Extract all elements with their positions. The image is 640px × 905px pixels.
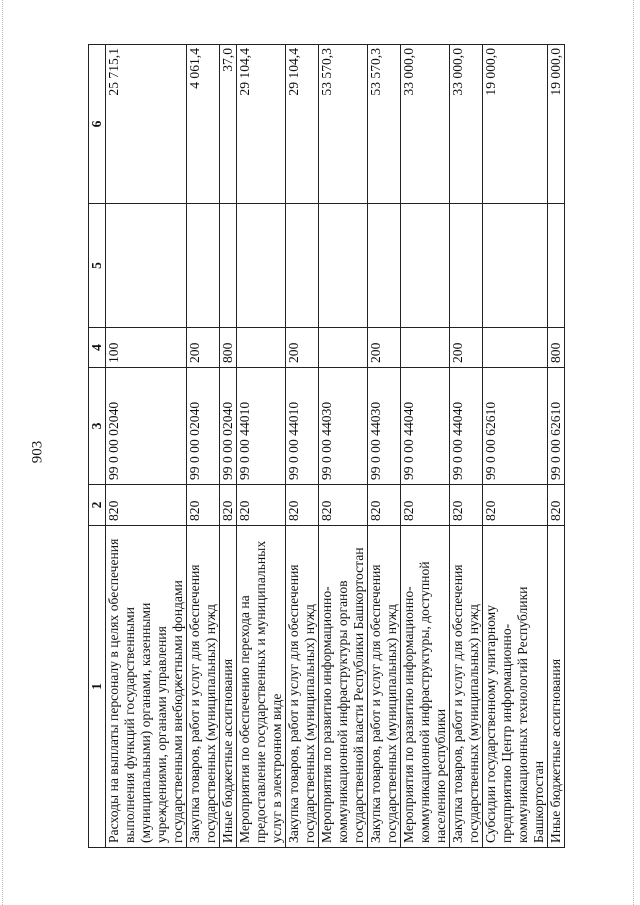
header-col-6: 6	[89, 45, 106, 204]
row-target-code-cell: 99 0 00 62610	[548, 368, 565, 485]
row-expense-type-cell	[401, 328, 450, 368]
table-row	[319, 45, 368, 848]
table-row	[401, 45, 450, 848]
row-ministry-cell: 820	[401, 485, 450, 526]
row-expense-type-cell: 200	[450, 328, 483, 368]
row-target-code-cell: 99 0 00 44040	[401, 368, 450, 485]
table-row	[483, 45, 548, 848]
row-name-cell: Иные бюджетные ассигнования	[220, 526, 237, 848]
row-target-code-cell: 99 0 00 02040	[106, 368, 187, 485]
header-col-5: 5	[89, 204, 106, 328]
row-amount-cell: 53 570,3	[319, 45, 368, 204]
row-ministry-cell: 820	[286, 485, 319, 526]
row-target-code-cell: 99 0 00 62610	[483, 368, 548, 485]
row-name-cell: Субсидии государственному унитарному предприятию Центр информационно-коммуникационных технологий Республики Башкортостан	[483, 526, 548, 848]
table-row	[286, 45, 319, 848]
row-col5-cell	[106, 204, 187, 328]
row-expense-type-cell	[483, 328, 548, 368]
budget-table	[88, 44, 565, 848]
row-name-cell: Закупка товаров, работ и услуг для обеспечения государственных (муниципальных) нужд	[368, 526, 401, 848]
row-col5-cell	[237, 204, 286, 328]
row-target-code-cell: 99 0 00 44010	[286, 368, 319, 485]
row-ministry-cell: 820	[187, 485, 220, 526]
row-ministry-cell: 820	[220, 485, 237, 526]
right-page-edge	[633, 0, 634, 905]
row-ministry-cell: 820	[548, 485, 565, 526]
header-col-1: 1	[89, 526, 106, 848]
table-header-row	[89, 45, 106, 848]
page-number: 903	[29, 440, 46, 464]
row-name-cell: Мероприятия по обеспечению перехода на предоставление государственных и муниципальных услуг в электронном виде	[237, 526, 286, 848]
row-amount-cell: 29 104,4	[286, 45, 319, 204]
row-col5-cell	[368, 204, 401, 328]
row-target-code-cell: 99 0 00 44030	[319, 368, 368, 485]
row-target-code-cell: 99 0 00 44030	[368, 368, 401, 485]
row-col5-cell	[401, 204, 450, 328]
table-row	[187, 45, 220, 848]
row-amount-cell: 33 000,0	[450, 45, 483, 204]
row-name-cell: Закупка товаров, работ и услуг для обеспечения государственных (муниципальных) нужд	[450, 526, 483, 848]
row-col5-cell	[187, 204, 220, 328]
row-col5-cell	[220, 204, 237, 328]
row-expense-type-cell: 800	[220, 328, 237, 368]
row-expense-type-cell	[319, 328, 368, 368]
row-amount-cell: 4 061,4	[187, 45, 220, 204]
header-col-3: 3	[89, 368, 106, 485]
row-name-cell: Мероприятия по развитию информационно-коммуникационной инфраструктуры органов государственной власти Республики Башкортостан	[319, 526, 368, 848]
table-row	[237, 45, 286, 848]
row-name-cell: Расходы на выплаты персоналу в целях обеспечения выполнения функций государственными (муниципальными) органами, казенными учреждениями, органами управления государственными внебюджетными фондами	[106, 526, 187, 848]
row-expense-type-cell: 200	[286, 328, 319, 368]
row-ministry-cell: 820	[368, 485, 401, 526]
table-row	[220, 45, 237, 848]
row-amount-cell: 53 570,3	[368, 45, 401, 204]
left-page-edge	[2, 0, 3, 905]
row-ministry-cell: 820	[106, 485, 187, 526]
rotated-table-container	[88, 45, 565, 848]
row-target-code-cell: 99 0 00 44010	[237, 368, 286, 485]
row-ministry-cell: 820	[483, 485, 548, 526]
row-name-cell: Иные бюджетные ассигнования	[548, 526, 565, 848]
row-ministry-cell: 820	[319, 485, 368, 526]
row-name-cell: Закупка товаров, работ и услуг для обеспечения государственных (муниципальных) нужд	[187, 526, 220, 848]
row-col5-cell	[450, 204, 483, 328]
table-body	[106, 45, 565, 848]
row-name-cell: Мероприятия по развитию информационно-коммуникационной инфраструктуры, доступной населению республики	[401, 526, 450, 848]
table-row	[548, 45, 565, 848]
row-name-cell: Закупка товаров, работ и услуг для обеспечения государственных (муниципальных) нужд	[286, 526, 319, 848]
row-expense-type-cell: 800	[548, 328, 565, 368]
row-target-code-cell: 99 0 00 02040	[220, 368, 237, 485]
row-target-code-cell: 99 0 00 44040	[450, 368, 483, 485]
row-ministry-cell: 820	[450, 485, 483, 526]
table-row	[368, 45, 401, 848]
header-col-4: 4	[89, 328, 106, 368]
row-ministry-cell: 820	[237, 485, 286, 526]
table-row	[450, 45, 483, 848]
row-col5-cell	[286, 204, 319, 328]
row-amount-cell: 33 000,0	[401, 45, 450, 204]
row-col5-cell	[319, 204, 368, 328]
row-amount-cell: 29 104,4	[237, 45, 286, 204]
row-amount-cell: 37,0	[220, 45, 237, 204]
row-col5-cell	[483, 204, 548, 328]
row-expense-type-cell: 200	[187, 328, 220, 368]
row-expense-type-cell: 200	[368, 328, 401, 368]
row-expense-type-cell: 100	[106, 328, 187, 368]
row-col5-cell	[548, 204, 565, 328]
row-amount-cell: 19 000,0	[483, 45, 548, 204]
row-expense-type-cell	[237, 328, 286, 368]
table-row	[106, 45, 187, 848]
row-target-code-cell: 99 0 00 02040	[187, 368, 220, 485]
row-amount-cell: 19 000,0	[548, 45, 565, 204]
header-col-2: 2	[89, 485, 106, 526]
row-amount-cell: 25 715,1	[106, 45, 187, 204]
